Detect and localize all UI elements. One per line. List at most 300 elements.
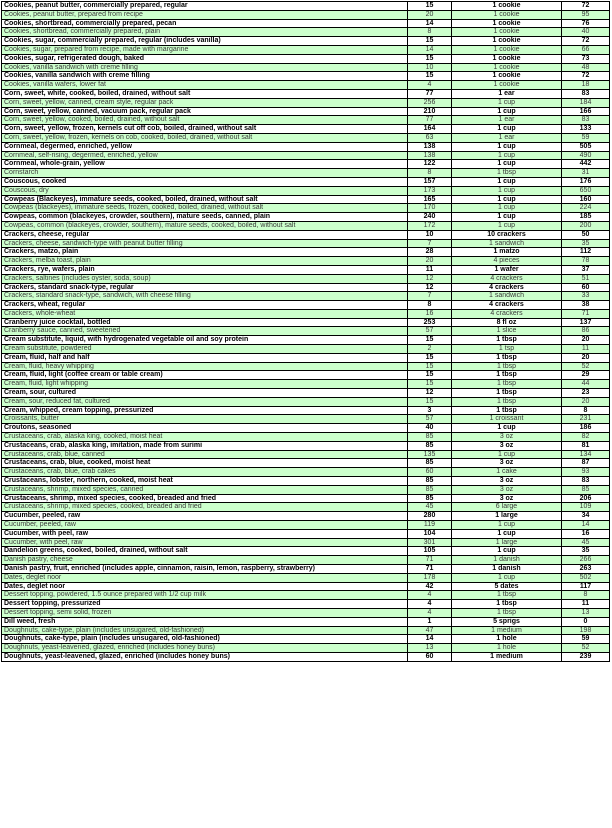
- weight-cell: 28: [408, 248, 452, 257]
- table-row: [2, 89, 610, 98]
- food-name-cell: Dessert topping, powdered, 1.5 ounce prepared with 1/2 cup milk: [2, 591, 408, 600]
- weight-cell: 280: [408, 512, 452, 521]
- calories-cell: 72: [562, 72, 610, 81]
- serving-cell: 3 oz: [452, 477, 562, 486]
- table-row: [2, 512, 610, 521]
- food-name-cell: Cookies, vanilla sandwich with creme filling: [2, 72, 408, 81]
- calories-cell: 185: [562, 213, 610, 222]
- food-name-cell: Cornmeal, degermed, enriched, yellow: [2, 142, 408, 151]
- weight-cell: 104: [408, 529, 452, 538]
- calories-cell: 59: [562, 635, 610, 644]
- calories-cell: 13: [562, 608, 610, 617]
- food-name-cell: Cranberry sauce, canned, sweetened: [2, 327, 408, 336]
- weight-cell: 2: [408, 345, 452, 354]
- serving-cell: 1 matzo: [452, 248, 562, 257]
- serving-cell: 1 ear: [452, 116, 562, 125]
- table-row: [2, 160, 610, 169]
- food-name-cell: Cream substitute, liquid, with hydrogenated vegetable oil and soy protein: [2, 336, 408, 345]
- weight-cell: 10: [408, 230, 452, 239]
- serving-cell: 1 ear: [452, 133, 562, 142]
- serving-cell: 1 tbsp: [452, 397, 562, 406]
- weight-cell: 85: [408, 459, 452, 468]
- food-name-cell: Crackers, whole-wheat: [2, 309, 408, 318]
- serving-cell: 1 tbsp: [452, 600, 562, 609]
- calories-cell: 231: [562, 415, 610, 424]
- serving-cell: 1 cup: [452, 573, 562, 582]
- food-name-cell: Corn, sweet, yellow, canned, cream style, regular pack: [2, 98, 408, 107]
- serving-cell: 1 croissant: [452, 415, 562, 424]
- food-name-cell: Cucumber, with peel, raw: [2, 529, 408, 538]
- table-row: [2, 45, 610, 54]
- table-row: [2, 186, 610, 195]
- weight-cell: 301: [408, 538, 452, 547]
- table-row: [2, 485, 610, 494]
- serving-cell: 1 slice: [452, 327, 562, 336]
- weight-cell: 12: [408, 283, 452, 292]
- table-row: [2, 503, 610, 512]
- serving-cell: 1 large: [452, 538, 562, 547]
- weight-cell: 157: [408, 177, 452, 186]
- calories-cell: 166: [562, 107, 610, 116]
- table-row: [2, 353, 610, 362]
- weight-cell: 1: [408, 617, 452, 626]
- table-row: [2, 318, 610, 327]
- weight-cell: 85: [408, 433, 452, 442]
- serving-cell: 1 ear: [452, 89, 562, 98]
- food-name-cell: Crackers, standard snack-type, regular: [2, 283, 408, 292]
- calories-cell: 60: [562, 283, 610, 292]
- serving-cell: 1 tbsp: [452, 336, 562, 345]
- table-row: [2, 257, 610, 266]
- serving-cell: 1 cup: [452, 521, 562, 530]
- weight-cell: 172: [408, 221, 452, 230]
- food-name-cell: Corn, sweet, yellow, frozen, kernels on cob, cooked, boiled, drained, without salt: [2, 133, 408, 142]
- serving-cell: 3 oz: [452, 433, 562, 442]
- weight-cell: 71: [408, 556, 452, 565]
- serving-cell: 1 cup: [452, 195, 562, 204]
- calories-cell: 263: [562, 565, 610, 574]
- table-row: [2, 415, 610, 424]
- table-row: [2, 292, 610, 301]
- table-row: [2, 336, 610, 345]
- food-name-cell: Couscous, dry: [2, 186, 408, 195]
- food-name-cell: Crustaceans, shrimp, mixed species, cooked, breaded and fried: [2, 494, 408, 503]
- calories-cell: 83: [562, 89, 610, 98]
- calories-cell: 35: [562, 547, 610, 556]
- food-name-cell: Crustaceans, crab, blue, crab cakes: [2, 468, 408, 477]
- table-row: [2, 573, 610, 582]
- calories-cell: 81: [562, 441, 610, 450]
- weight-cell: 135: [408, 450, 452, 459]
- serving-cell: 1 tbsp: [452, 380, 562, 389]
- food-name-cell: Cream, whipped, cream topping, pressurized: [2, 406, 408, 415]
- food-name-cell: Crustaceans, lobster, northern, cooked, moist heat: [2, 477, 408, 486]
- food-name-cell: Cowpeas (Blackeyes), immature seeds, cooked, boiled, drained, without salt: [2, 195, 408, 204]
- calories-cell: 14: [562, 521, 610, 530]
- food-name-cell: Doughnuts, cake-type, plain (includes unsugared, old-fashioned): [2, 626, 408, 635]
- calories-cell: 23: [562, 389, 610, 398]
- serving-cell: 6 large: [452, 503, 562, 512]
- food-name-cell: Crustaceans, crab, alaska king, imitation, made from surimi: [2, 441, 408, 450]
- calories-cell: 206: [562, 494, 610, 503]
- table-row: [2, 19, 610, 28]
- weight-cell: 256: [408, 98, 452, 107]
- table-row: [2, 450, 610, 459]
- serving-cell: 1 sandwich: [452, 292, 562, 301]
- serving-cell: 1 tbsp: [452, 389, 562, 398]
- serving-cell: 1 medium: [452, 652, 562, 661]
- food-name-cell: Crustaceans, shrimp, mixed species, canned: [2, 485, 408, 494]
- food-name-cell: Cookies, shortbread, commercially prepared, pecan: [2, 19, 408, 28]
- serving-cell: 3 oz: [452, 441, 562, 450]
- calories-cell: 72: [562, 2, 610, 11]
- serving-cell: 1 cookie: [452, 37, 562, 46]
- calories-cell: 442: [562, 160, 610, 169]
- table-row: [2, 380, 610, 389]
- table-row: [2, 617, 610, 626]
- weight-cell: 77: [408, 89, 452, 98]
- weight-cell: 60: [408, 468, 452, 477]
- weight-cell: 122: [408, 160, 452, 169]
- table-row: [2, 644, 610, 653]
- weight-cell: 15: [408, 397, 452, 406]
- table-row: [2, 652, 610, 661]
- weight-cell: 138: [408, 151, 452, 160]
- serving-cell: 4 crackers: [452, 309, 562, 318]
- food-name-cell: Cookies, sugar, prepared from recipe, made with margarine: [2, 45, 408, 54]
- calories-cell: 8: [562, 591, 610, 600]
- table-row: [2, 265, 610, 274]
- weight-cell: 15: [408, 37, 452, 46]
- weight-cell: 42: [408, 582, 452, 591]
- calories-cell: 52: [562, 644, 610, 653]
- serving-cell: 1 cup: [452, 186, 562, 195]
- weight-cell: 138: [408, 142, 452, 151]
- table-row: [2, 459, 610, 468]
- food-name-cell: Cornstarch: [2, 169, 408, 178]
- food-name-cell: Danish pastry, fruit, enriched (includes apple, cinnamon, raisin, lemon, raspberry, strawberry): [2, 565, 408, 574]
- food-name-cell: Cream substitute, powdered: [2, 345, 408, 354]
- weight-cell: 210: [408, 107, 452, 116]
- food-name-cell: Doughnuts, cake-type, plain (includes unsugared, old-fashioned): [2, 635, 408, 644]
- food-name-cell: Cookies, peanut butter, commercially prepared, regular: [2, 2, 408, 11]
- serving-cell: 3 oz: [452, 485, 562, 494]
- food-name-cell: Cookies, vanilla wafers, lower fat: [2, 81, 408, 90]
- table-row: [2, 441, 610, 450]
- serving-cell: 1 hole: [452, 644, 562, 653]
- weight-cell: 8: [408, 301, 452, 310]
- weight-cell: 4: [408, 81, 452, 90]
- serving-cell: 1 cookie: [452, 54, 562, 63]
- weight-cell: 15: [408, 2, 452, 11]
- table-row: [2, 98, 610, 107]
- weight-cell: 15: [408, 362, 452, 371]
- weight-cell: 173: [408, 186, 452, 195]
- serving-cell: 1 cake: [452, 468, 562, 477]
- serving-cell: 1 cup: [452, 125, 562, 134]
- weight-cell: 178: [408, 573, 452, 582]
- food-name-cell: Cream, sour, cultured: [2, 389, 408, 398]
- table-row: [2, 221, 610, 230]
- weight-cell: 47: [408, 626, 452, 635]
- food-name-cell: Cookies, sugar, refrigerated dough, baked: [2, 54, 408, 63]
- food-name-cell: Crackers, saltines (includes oyster, soda, soup): [2, 274, 408, 283]
- serving-cell: 5 sprigs: [452, 617, 562, 626]
- calories-cell: 31: [562, 169, 610, 178]
- table-row: [2, 406, 610, 415]
- table-row: [2, 635, 610, 644]
- food-nutrition-table: [1, 1, 610, 662]
- table-row: [2, 626, 610, 635]
- table-row: [2, 195, 610, 204]
- calories-cell: 73: [562, 54, 610, 63]
- food-name-cell: Dessert topping, pressurized: [2, 600, 408, 609]
- weight-cell: 15: [408, 72, 452, 81]
- calories-cell: 37: [562, 265, 610, 274]
- calories-cell: 82: [562, 433, 610, 442]
- calories-cell: 48: [562, 63, 610, 72]
- table-row: [2, 37, 610, 46]
- food-name-cell: Crackers, cheese, sandwich-type with peanut butter filling: [2, 239, 408, 248]
- serving-cell: 1 tbsp: [452, 406, 562, 415]
- serving-cell: 10 crackers: [452, 230, 562, 239]
- serving-cell: 1 cup: [452, 424, 562, 433]
- calories-cell: 71: [562, 309, 610, 318]
- calories-cell: 35: [562, 239, 610, 248]
- weight-cell: 20: [408, 10, 452, 19]
- table-row: [2, 591, 610, 600]
- weight-cell: 85: [408, 477, 452, 486]
- serving-cell: 4 pieces: [452, 257, 562, 266]
- serving-cell: 1 cup: [452, 204, 562, 213]
- weight-cell: 7: [408, 292, 452, 301]
- calories-cell: 11: [562, 345, 610, 354]
- weight-cell: 12: [408, 274, 452, 283]
- serving-cell: 1 cup: [452, 547, 562, 556]
- serving-cell: 1 wafer: [452, 265, 562, 274]
- serving-cell: 1 cup: [452, 221, 562, 230]
- table-row: [2, 538, 610, 547]
- weight-cell: 164: [408, 125, 452, 134]
- serving-cell: 3 oz: [452, 494, 562, 503]
- calories-cell: 87: [562, 459, 610, 468]
- calories-cell: 20: [562, 397, 610, 406]
- food-name-cell: Crackers, standard snack-type, sandwich, with cheese filling: [2, 292, 408, 301]
- food-name-cell: Corn, sweet, yellow, frozen, kernels cut off cob, boiled, drained, without salt: [2, 125, 408, 134]
- serving-cell: 1 tbsp: [452, 362, 562, 371]
- calories-cell: 76: [562, 19, 610, 28]
- table-row: [2, 309, 610, 318]
- serving-cell: 1 tsp: [452, 345, 562, 354]
- serving-cell: 1 cup: [452, 151, 562, 160]
- calories-cell: 11: [562, 600, 610, 609]
- food-name-cell: Crackers, cheese, regular: [2, 230, 408, 239]
- table-row: [2, 608, 610, 617]
- serving-cell: 1 cookie: [452, 72, 562, 81]
- weight-cell: 8: [408, 169, 452, 178]
- food-name-cell: Crackers, matzo, plain: [2, 248, 408, 257]
- table-row: [2, 565, 610, 574]
- table-row: [2, 345, 610, 354]
- serving-cell: 1 cup: [452, 213, 562, 222]
- weight-cell: 14: [408, 19, 452, 28]
- table-row: [2, 477, 610, 486]
- serving-cell: 1 medium: [452, 626, 562, 635]
- calories-cell: 38: [562, 301, 610, 310]
- serving-cell: 1 cookie: [452, 19, 562, 28]
- calories-cell: 134: [562, 450, 610, 459]
- serving-cell: 1 cookie: [452, 2, 562, 11]
- table-row: [2, 274, 610, 283]
- food-name-cell: Danish pastry, cheese: [2, 556, 408, 565]
- food-name-cell: Cookies, vanilla sandwich with creme filling: [2, 63, 408, 72]
- table-row: [2, 389, 610, 398]
- food-name-cell: Cucumber, peeled, raw: [2, 521, 408, 530]
- serving-cell: 1 danish: [452, 556, 562, 565]
- serving-cell: 1 cookie: [452, 81, 562, 90]
- food-name-cell: Doughnuts, yeast-leavened, glazed, enriched (includes honey buns): [2, 644, 408, 653]
- calories-cell: 34: [562, 512, 610, 521]
- table-row: [2, 327, 610, 336]
- weight-cell: 16: [408, 309, 452, 318]
- calories-cell: 112: [562, 248, 610, 257]
- table-row: [2, 547, 610, 556]
- calories-cell: 239: [562, 652, 610, 661]
- calories-cell: 52: [562, 362, 610, 371]
- serving-cell: 5 dates: [452, 582, 562, 591]
- serving-cell: 1 cup: [452, 529, 562, 538]
- table-row: [2, 2, 610, 11]
- serving-cell: 1 cup: [452, 142, 562, 151]
- table-row: [2, 424, 610, 433]
- weight-cell: 85: [408, 494, 452, 503]
- weight-cell: 15: [408, 54, 452, 63]
- calories-cell: 59: [562, 133, 610, 142]
- table-row: [2, 151, 610, 160]
- food-name-cell: Crustaceans, crab, blue, canned: [2, 450, 408, 459]
- table-row: [2, 521, 610, 530]
- calories-cell: 505: [562, 142, 610, 151]
- weight-cell: 85: [408, 441, 452, 450]
- food-name-cell: Crackers, rye, wafers, plain: [2, 265, 408, 274]
- food-name-cell: Crackers, melba toast, plain: [2, 257, 408, 266]
- calories-cell: 40: [562, 28, 610, 37]
- calories-cell: 44: [562, 380, 610, 389]
- calories-cell: 200: [562, 221, 610, 230]
- weight-cell: 14: [408, 45, 452, 54]
- weight-cell: 15: [408, 371, 452, 380]
- table-row: [2, 433, 610, 442]
- food-name-cell: Cream, fluid, half and half: [2, 353, 408, 362]
- serving-cell: 1 cup: [452, 107, 562, 116]
- calories-cell: 137: [562, 318, 610, 327]
- calories-cell: 109: [562, 503, 610, 512]
- weight-cell: 4: [408, 591, 452, 600]
- serving-cell: 1 hole: [452, 635, 562, 644]
- calories-cell: 85: [562, 485, 610, 494]
- table-body: [2, 2, 610, 662]
- weight-cell: 40: [408, 424, 452, 433]
- food-name-cell: Dates, deglet noor: [2, 582, 408, 591]
- food-name-cell: Couscous, cooked: [2, 177, 408, 186]
- weight-cell: 15: [408, 380, 452, 389]
- weight-cell: 8: [408, 28, 452, 37]
- table-row: [2, 230, 610, 239]
- serving-cell: 1 tbsp: [452, 169, 562, 178]
- calories-cell: 50: [562, 230, 610, 239]
- table-row: [2, 116, 610, 125]
- calories-cell: 0: [562, 617, 610, 626]
- weight-cell: 3: [408, 406, 452, 415]
- table-row: [2, 248, 610, 257]
- table-row: [2, 63, 610, 72]
- calories-cell: 20: [562, 336, 610, 345]
- calories-cell: 198: [562, 626, 610, 635]
- table-row: [2, 213, 610, 222]
- food-name-cell: Cream, fluid, heavy whipping: [2, 362, 408, 371]
- weight-cell: 60: [408, 652, 452, 661]
- calories-cell: 16: [562, 529, 610, 538]
- food-name-cell: Cream, fluid, light (coffee cream or table cream): [2, 371, 408, 380]
- calories-cell: 117: [562, 582, 610, 591]
- weight-cell: 11: [408, 265, 452, 274]
- serving-cell: 8 fl oz: [452, 318, 562, 327]
- table-row: [2, 362, 610, 371]
- weight-cell: 71: [408, 565, 452, 574]
- food-name-cell: Cucumber, peeled, raw: [2, 512, 408, 521]
- weight-cell: 13: [408, 644, 452, 653]
- serving-cell: 3 oz: [452, 459, 562, 468]
- weight-cell: 45: [408, 503, 452, 512]
- food-name-cell: Cowpeas, common (blackeyes, crowder, southern), mature seeds, cooked, boiled, without salt: [2, 221, 408, 230]
- calories-cell: 93: [562, 468, 610, 477]
- serving-cell: 1 tbsp: [452, 608, 562, 617]
- serving-cell: 1 large: [452, 512, 562, 521]
- serving-cell: 1 cup: [452, 177, 562, 186]
- weight-cell: 15: [408, 336, 452, 345]
- serving-cell: 1 cookie: [452, 45, 562, 54]
- food-name-cell: Crustaceans, crab, blue, cooked, moist heat: [2, 459, 408, 468]
- weight-cell: 240: [408, 213, 452, 222]
- serving-cell: 1 cup: [452, 98, 562, 107]
- food-name-cell: Corn, sweet, yellow, cooked, boiled, drained, without salt: [2, 116, 408, 125]
- weight-cell: 20: [408, 257, 452, 266]
- calories-cell: 95: [562, 10, 610, 19]
- calories-cell: 33: [562, 292, 610, 301]
- food-name-cell: Crackers, wheat, regular: [2, 301, 408, 310]
- table-row: [2, 529, 610, 538]
- serving-cell: 1 cookie: [452, 10, 562, 19]
- table-row: [2, 125, 610, 134]
- serving-cell: 1 cup: [452, 160, 562, 169]
- serving-cell: 1 cup: [452, 450, 562, 459]
- table-row: [2, 468, 610, 477]
- table-row: [2, 301, 610, 310]
- weight-cell: 119: [408, 521, 452, 530]
- serving-cell: 4 crackers: [452, 274, 562, 283]
- weight-cell: 15: [408, 353, 452, 362]
- weight-cell: 14: [408, 635, 452, 644]
- calories-cell: 133: [562, 125, 610, 134]
- calories-cell: 86: [562, 327, 610, 336]
- weight-cell: 170: [408, 204, 452, 213]
- serving-cell: 4 crackers: [452, 301, 562, 310]
- table-row: [2, 556, 610, 565]
- serving-cell: 1 sandwich: [452, 239, 562, 248]
- table-row: [2, 72, 610, 81]
- calories-cell: 20: [562, 353, 610, 362]
- weight-cell: 253: [408, 318, 452, 327]
